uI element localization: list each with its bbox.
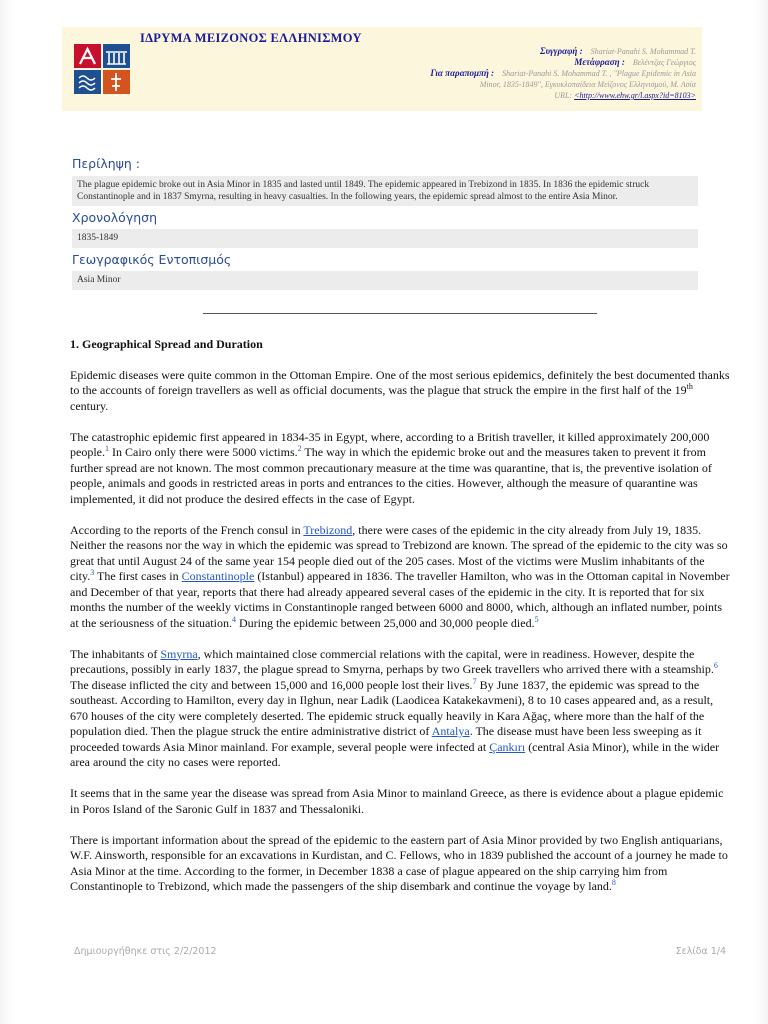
footnote-2[interactable]: 2 [297,444,302,453]
link-trebizond[interactable]: Trebizond [303,522,353,537]
org-title: ΙΔΡΥΜΑ ΜΕΙΖΟΝΟΣ ΕΛΛΗΝΙΣΜΟΥ [140,31,362,45]
footnote-4[interactable]: 4 [231,614,236,624]
paragraph-1: Epidemic diseases were quite common in the Ottoman Empire. One of the most serious epidemics, definitely the best documented thanks to the accounts of foreign travellers as well as official documents, was the plague that struck the empire in the first half of the 19th century. [70,367,730,413]
citation-line-2: Minor, 1835-1849", Εγκυκλοπαίδεια Μείζονος Ελληνισμού, Μ. Ασία [479,80,696,89]
summary-heading: Περίληψη : [72,156,140,171]
foundation-logo [74,44,130,94]
paragraph-6: There is important information about the spread of the epidemic to the eastern part of Asia Minor provided by two English antiquarians, W.F. Ainsworth, responsible for an excavations in Kurdistan, and C. Fellows, who in 1839 published the account of a journey he made to Asia Minor at the time. According to the former, in December 1838 a case of plague appeared on the ship carrying him from Constantinople to Trebizond, which made the passengers of the ship disembark and continue the voyage by land.$^8$ [70,832,728,893]
paragraph-3: According to the reports of the French consul in Trebizond, there were cases of the epidemic in the city already from July 19, 1835. Neither the reasons nor the way in which the epidemic was spread to Trebizond are known. The spread of the epidemic to the city was so great that until August 24 of the same year 154 people died out of the 205 cases. Most of the victims were Muslim inhabitants of the city.$^3$ The first cases in Constantinople (Istanbul) appeared in 1836. The traveller Hamilton, who was in the Ottoman capital in November and December of that year, reports that there had already appeared several cases of the epidemic in the city. It is reported that for six months the number of the weekly victims in Constantinople ranged between 6000 and 8000, which, although an inflated number, points at the seriousness of the situation.$^4$ During the epidemic between 25,000 and 30,000 people died.$^5$ [70,522,730,630]
footer-created-date: Δημιουργήθηκε στις 2/2/2012 [74,946,217,957]
footnote-3[interactable]: 3 [90,568,95,577]
footnote-1[interactable]: 1 [105,444,109,453]
article-body [70,337,730,910]
footnote-8[interactable]: 8 [611,878,616,887]
paragraph-2: The catastrophic epidemic first appeared in 1834-35 in Egypt, where, according to a British traveller, it killed approximately 200,000 people.$^1$ In Cairo only there were 5000 victims.$^2$ The way in which the epidemic broke out and the measures taken to prevent it from further spread are not known. The most common precautionary measure at the time was quarantine, that is, the preventive isolation of people, animals and goods in restricted areas in ports and entrances to the cities. However, although the measure of quarantine was implemented, it did not produce the desired effects in the case of Egypt. [70,429,712,506]
chronology-value: 1835-1849 [72,229,698,248]
footnote-6[interactable]: 6 [713,661,718,670]
divider [203,313,597,314]
location-value: Asia Minor [72,271,698,290]
footnote-7[interactable]: 7 [472,676,477,686]
link-constantinople[interactable]: Constantinople [181,569,255,583]
link-smyrna[interactable]: Smyrna [160,646,198,661]
chronology-heading: Χρονολόγηση [72,210,157,225]
citation-label: Για παραπομπή : [430,68,495,78]
metadata-panel [366,46,696,101]
author-value: Shariat-Panahi S. Mohammad T. [590,47,696,56]
section-title: 1. Geographical Spread and Duration [70,337,263,351]
url-label: URL: [554,91,573,100]
url-link[interactable]: <http://www.ehw.gr/l.aspx?id=8103> [574,91,696,100]
location-heading: Γεωγραφικός Εντοπισμός [72,252,232,267]
link-cankiri[interactable]: Çankırı [489,739,526,754]
translation-label: Μετάφραση : [574,57,625,67]
footnote-5[interactable]: 5 [534,614,539,624]
summary-text: The plague epidemic broke out in Asia Minor in 1835 and lasted until 1849. The epidemic appeared in Trebizond in 1835. In 1836 the epidemic struck Constantinople and in 1837 Smyrna, resulting in heavy casualties. In the following years, the epidemic spread almost to the entire Asia Minor. [72,176,698,206]
author-label: Συγγραφή : [540,46,583,56]
footer-page-number: Σελίδα 1/4 [675,946,726,957]
citation-line-1: Shariat-Panahi S. Mohammad T. , "Plague Epidemic in Asia [502,69,696,78]
paragraph-4: The inhabitants of Smyrna, which maintained close commercial relations with the capital, were in readiness. However, despite the precautions, possibly in early 1837, the plague spread to Smyrna, perhaps by two Greek travellers who arrived there with a steamship.$^6$ The disease inflicted the city and between 15,000 and 16,000 people lost their lives.$^7$ By June 1837, the epidemic was spread to the southeast. According to Hamilton, every day in Ilghun, near Ladik (Laodicea Katakekavmeni), 8 to 10 cases appeared and, as a result, 670 houses of the city were completely deserted. The epidemic struck equally heavily in Kara Ağaç, where more than the half of the population died. Then the plague struck the entire administrative district of Antalya. The disease must have been less sweeping as it proceeded towards Asia Minor mainland. For example, several people were infected at Çankırı (central Asia Minor), while in the wider area around the city no cases were reported. [70,646,720,769]
logo-emblem-icon [74,44,130,94]
paragraph-5: It seems that in the same year the disease was spread from Asia Minor to mainland Greece, as there is evidence about a plague epidemic in Poros Island of the Saronic Gulf in 1837 and Thessaloniki. [70,786,724,816]
translation-value: Βελέντζας Γεώργιος [632,58,696,67]
link-antalya[interactable]: Antalya [431,724,470,738]
